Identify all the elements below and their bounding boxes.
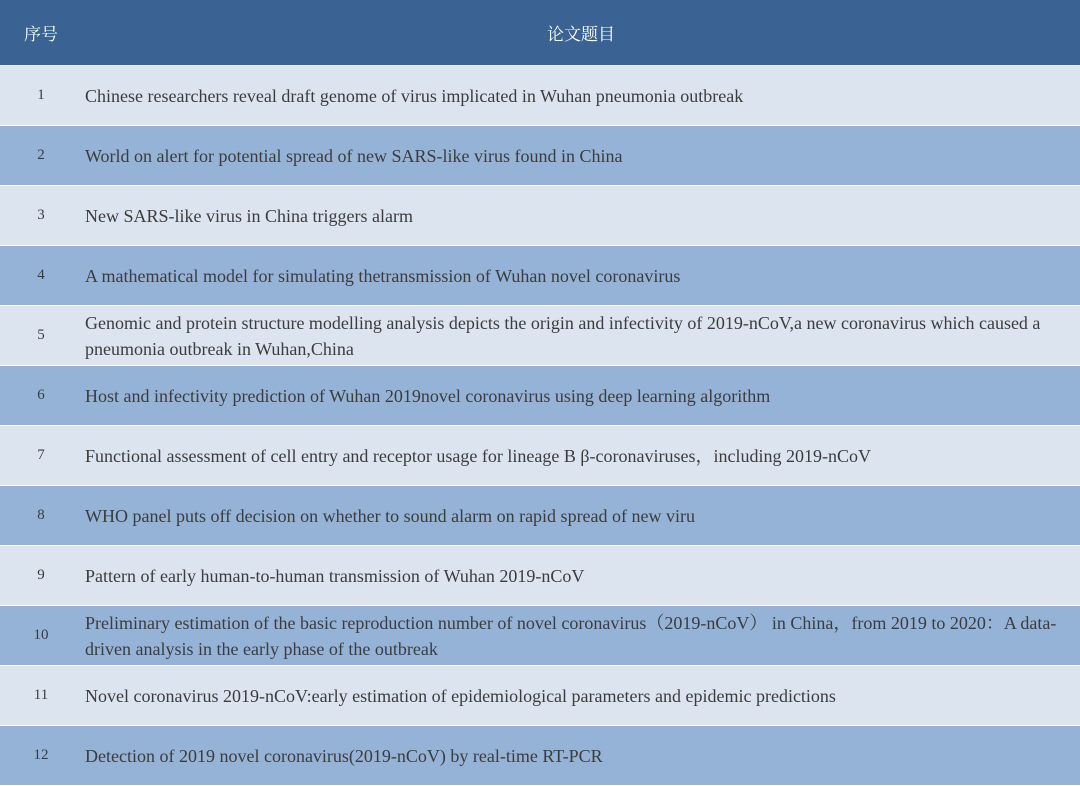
row-title: A mathematical model for simulating thetransmission of Wuhan novel coronavirus — [85, 265, 681, 286]
row-number: 5 — [37, 327, 45, 343]
table-row — [0, 66, 1080, 126]
row-title: Pattern of early human-to-human transmission of Wuhan 2019-nCoV — [85, 565, 585, 586]
row-title: Chinese researchers reveal draft genome of virus implicated in Wuhan pneumonia outbreak — [85, 85, 744, 106]
table-body — [0, 66, 1080, 786]
table-row — [0, 186, 1080, 246]
header-title-label: 论文题目 — [547, 25, 615, 45]
row-title: Novel coronavirus 2019-nCoV:early estimation of epidemiological parameters and epidemic predictions — [85, 685, 836, 706]
table-row — [0, 606, 1080, 666]
table-row — [0, 666, 1080, 726]
row-number: 8 — [37, 507, 45, 523]
row-number: 1 — [37, 87, 45, 103]
row-number: 4 — [37, 267, 45, 283]
row-title: Detection of 2019 novel coronavirus(2019-nCoV) by real-time RT-PCR — [85, 745, 603, 766]
row-number: 12 — [33, 747, 49, 763]
row-title: Genomic and protein structure modelling analysis depicts the origin and infectivity of 2019-nCoV,a new coronavirus which caused a pneumonia outbreak in Wuhan,China — [85, 312, 1041, 359]
table-row — [0, 126, 1080, 186]
row-title: WHO panel puts off decision on whether to sound alarm on rapid spread of new viru — [85, 505, 696, 526]
header-number-label: 序号 — [24, 25, 58, 45]
table-header — [0, 0, 1080, 66]
row-title: New SARS-like virus in China triggers alarm — [85, 205, 413, 226]
row-number: 6 — [37, 387, 45, 403]
table-row — [0, 726, 1080, 786]
row-number: 3 — [37, 207, 45, 223]
row-title: World on alert for potential spread of new SARS-like virus found in China — [85, 145, 623, 166]
row-number: 2 — [37, 147, 45, 163]
table-row — [0, 246, 1080, 306]
row-number: 11 — [33, 687, 49, 703]
table-row — [0, 426, 1080, 486]
table-row — [0, 366, 1080, 426]
table-row — [0, 306, 1080, 366]
row-number: 9 — [37, 567, 45, 583]
table-row — [0, 546, 1080, 606]
table-row — [0, 486, 1080, 546]
row-title: Host and infectivity prediction of Wuhan 2019novel coronavirus using deep learning algorithm — [85, 385, 771, 406]
row-title: Functional assessment of cell entry and receptor usage for lineage B β-coronaviruses，including 2019-nCoV — [85, 445, 871, 466]
row-number: 10 — [33, 627, 49, 643]
row-number: 7 — [37, 447, 45, 463]
row-title: Preliminary estimation of the basic reproduction number of novel coronavirus（2019-nCoV） in China，from 2019 to 2020：A data-driven analysis in the early phase of the outbreak — [85, 612, 1057, 659]
